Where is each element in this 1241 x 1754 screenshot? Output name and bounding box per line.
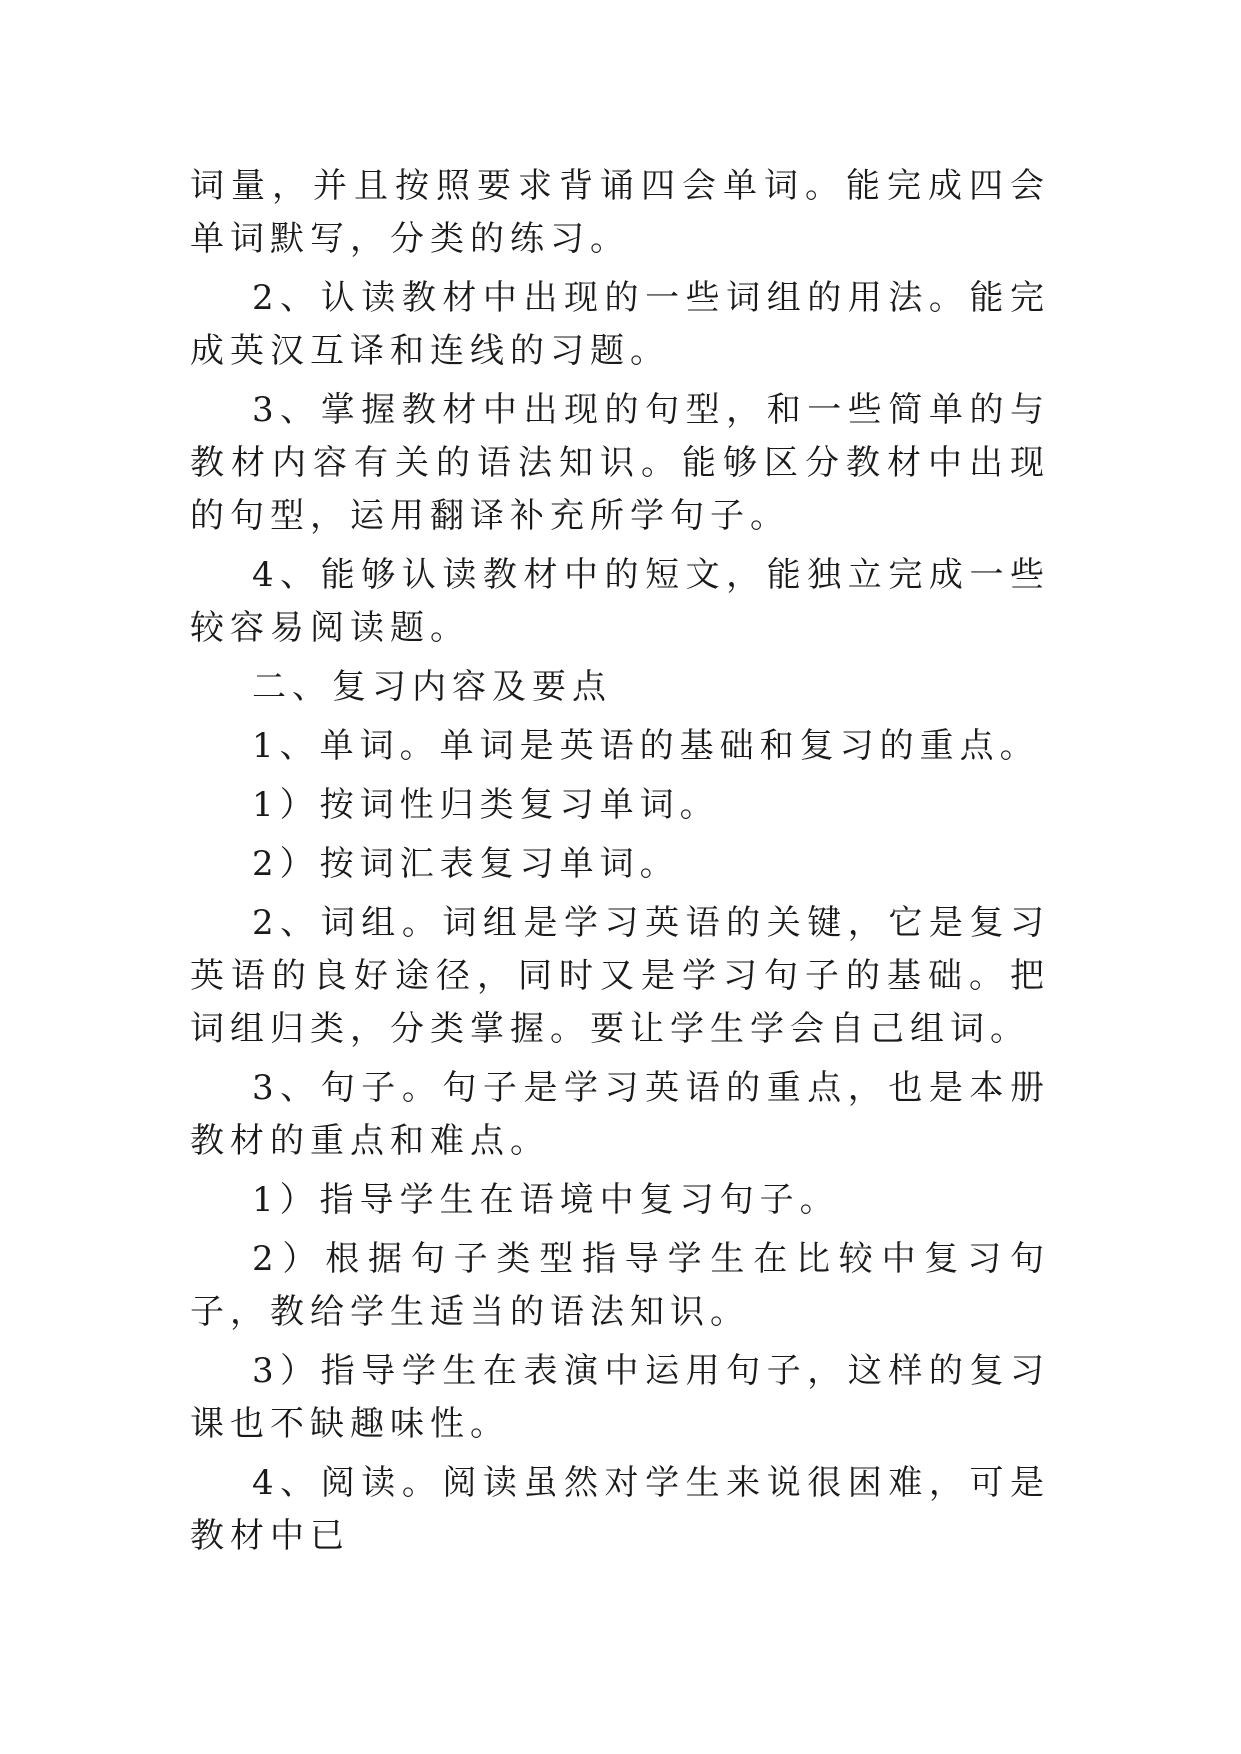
paragraph-1: 词量，并且按照要求背诵四会单词。能完成四会单词默写，分类的练习。 <box>190 166 1050 259</box>
paragraph-8: 2）按词汇表复习单词。 <box>252 844 680 884</box>
paragraph-2: 2、认读教材中出现的一些词组的用法。能完成英汉互译和连线的习题。 <box>190 278 1050 371</box>
paragraph-7: 1）按词性归类复习单词。 <box>252 785 720 825</box>
paragraph-10: 3、句子。句子是学习英语的重点，也是本册教材的重点和难点。 <box>190 1068 1050 1161</box>
paragraph-9: 2、词组。词组是学习英语的关键，它是复习英语的良好途径，同时又是学习句子的基础。把词组归类，分类掌握。要让学生学会自己组词。 <box>190 903 1050 1049</box>
paragraph-11: 1）指导学生在语境中复习句子。 <box>252 1180 840 1220</box>
paragraph-12: 2）根据句子类型指导学生在比较中复习句子，教给学生适当的语法知识。 <box>190 1239 1050 1332</box>
paragraph-3: 3、掌握教材中出现的句型，和一些简单的与教材内容有关的语法知识。能够区分教材中出现的句型，运用翻译补充所学句子。 <box>190 390 1050 536</box>
paragraph-14: 4、阅读。阅读虽然对学生来说很困难，可是教材中已 <box>190 1463 1050 1556</box>
paragraph-13: 3）指导学生在表演中运用句子，这样的复习课也不缺趣味性。 <box>190 1351 1050 1444</box>
paragraph-6: 1、单词。单词是英语的基础和复习的重点。 <box>252 726 1040 766</box>
paragraph-4: 4、能够认读教材中的短文，能独立完成一些较容易阅读题。 <box>190 555 1050 648</box>
document-body <box>190 160 1050 1569</box>
section-heading: 二、复习内容及要点 <box>252 667 612 707</box>
